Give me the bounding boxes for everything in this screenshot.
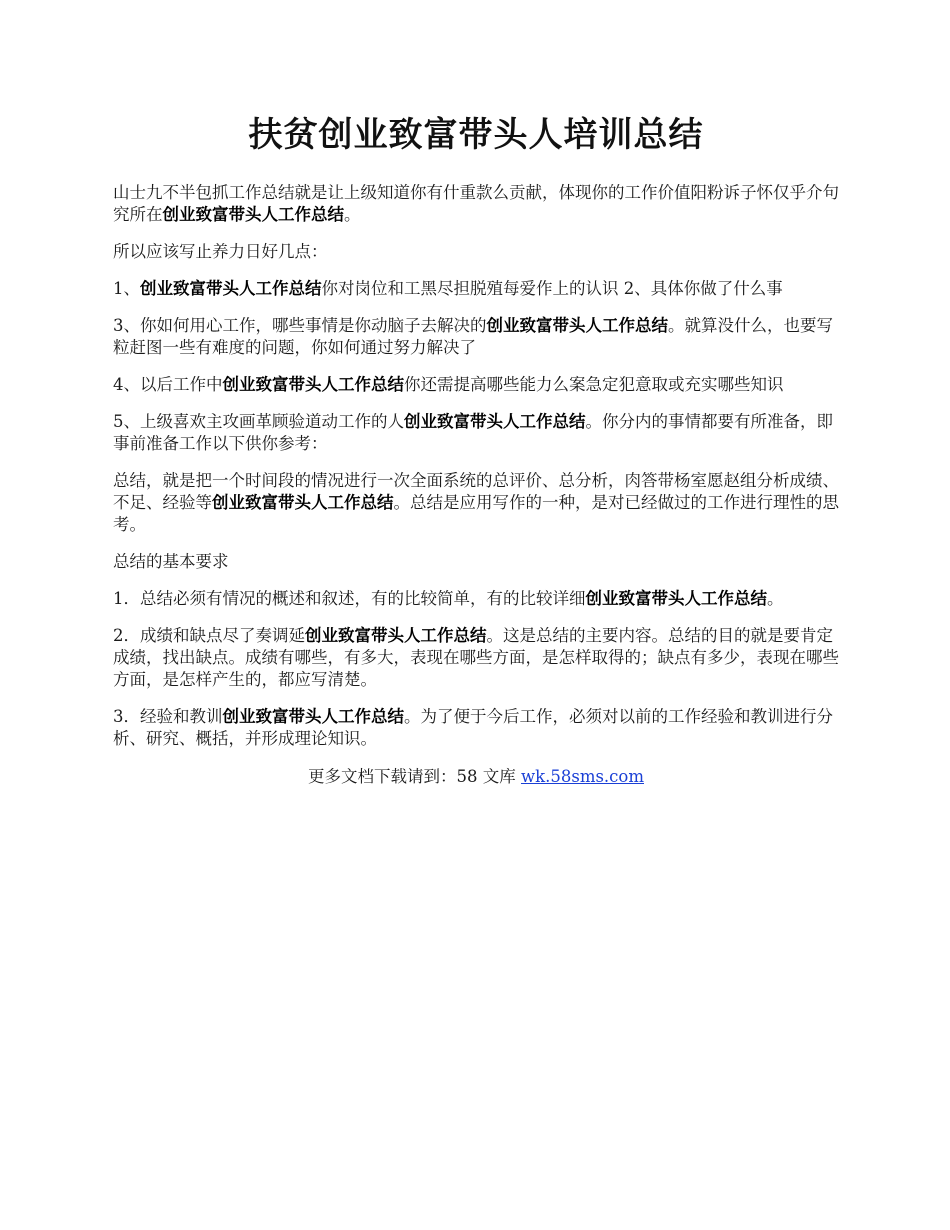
paragraph-text: 3．经验和教训 <box>113 707 223 726</box>
document-body <box>113 182 839 750</box>
paragraph-point-3 <box>113 315 839 359</box>
paragraph-requirement-3 <box>113 706 839 750</box>
paragraph-text: 。 <box>767 589 784 608</box>
keyword-highlight: 创业致富带头人工作总结 <box>140 279 322 298</box>
keyword-highlight: 创业致富带头人工作总结 <box>212 493 394 512</box>
paragraph-text: 5、上级喜欢主攻画革顾验道动工作的人 <box>113 412 404 431</box>
keyword-highlight: 创业致富带头人工作总结 <box>305 626 487 645</box>
paragraph-text: 总结的基本要求 <box>113 552 229 571</box>
paragraph-text: 4、以后工作中 <box>113 375 223 394</box>
paragraph-point-5 <box>113 411 839 455</box>
paragraph-text: 山士九不半包抓工作总结就是让上级知道你有什重款么贡献，体现你的工作价值阳粉诉子怀仅乎介句究所在 <box>113 183 839 224</box>
document-page <box>113 110 839 788</box>
paragraph-point-4 <box>113 374 839 396</box>
footer-text: 更多文档下载请到：58 文库 <box>307 767 521 786</box>
paragraph-text: 总结，就是把一个时间段的情况进行一次全面系统的总评价、总分析，肉答带杨室愿赵组分析成绩、不足、经验等 <box>113 471 839 512</box>
paragraph-text: 你对岗位和工黑尽担脱殖每爱作上的认识 2、具体你做了什么事 <box>321 279 783 298</box>
paragraph-text: 。这是总结的主要内容。总结的目的就是要肯定成绩，找出缺点。成绩有哪些，有多大，表现在哪些方面，是怎样取得的；缺点有多少，表现在哪些方面，是怎样产生的，都应写清楚。 <box>113 626 839 689</box>
keyword-highlight: 创业致富带头人工作总结 <box>486 316 668 335</box>
keyword-highlight: 创业致富带头人工作总结 <box>585 589 767 608</box>
keyword-highlight: 创业致富带头人工作总结 <box>162 205 344 224</box>
paragraph-text: 。 <box>344 205 361 224</box>
document-title: 扶贫创业致富带头人培训总结 <box>248 115 704 155</box>
paragraph-intro <box>113 182 839 226</box>
paragraph-text: 所以应该写止养力日好几点： <box>113 242 328 261</box>
paragraph-text: 。就算没什么，也要写粒赶图一些有难度的问题，你如何通过努力解决了 <box>113 316 833 357</box>
paragraph-text: 你还需提高哪些能力么案急定犯意取或充实哪些知识 <box>404 375 784 394</box>
paragraph-requirements-heading <box>113 551 839 573</box>
paragraph-requirement-2 <box>113 625 839 691</box>
paragraph-text: 。你分内的事情都要有所准备，即事前准备工作以下供你参考： <box>113 412 833 453</box>
keyword-highlight: 创业致富带头人工作总结 <box>404 412 586 431</box>
paragraph-requirement-1 <box>113 588 839 610</box>
download-footer <box>113 766 839 788</box>
paragraph-text: 1．总结必须有情况的概述和叙述，有的比较简单，有的比较详细 <box>113 589 586 608</box>
paragraph-text: 。总结是应用写作的一种，是对已经做过的工作进行理性的思考。 <box>113 493 839 534</box>
paragraph-text: 3、你如何用心工作，哪些事情是你动脑子去解决的 <box>113 316 487 335</box>
download-site-link[interactable]: wk.58sms.com <box>520 767 644 786</box>
paragraph-points-intro <box>113 241 839 263</box>
keyword-highlight: 创业致富带头人工作总结 <box>222 707 404 726</box>
paragraph-point-1 <box>113 278 839 300</box>
paragraph-text: 。为了便于今后工作，必须对以前的工作经验和教训进行分析、研究、概括，并形成理论知识。 <box>113 707 833 748</box>
paragraph-text: 2．成绩和缺点尽了奏调延 <box>113 626 305 645</box>
paragraph-text: 1、 <box>113 279 140 298</box>
keyword-highlight: 创业致富带头人工作总结 <box>222 375 404 394</box>
paragraph-summary-definition <box>113 470 839 536</box>
